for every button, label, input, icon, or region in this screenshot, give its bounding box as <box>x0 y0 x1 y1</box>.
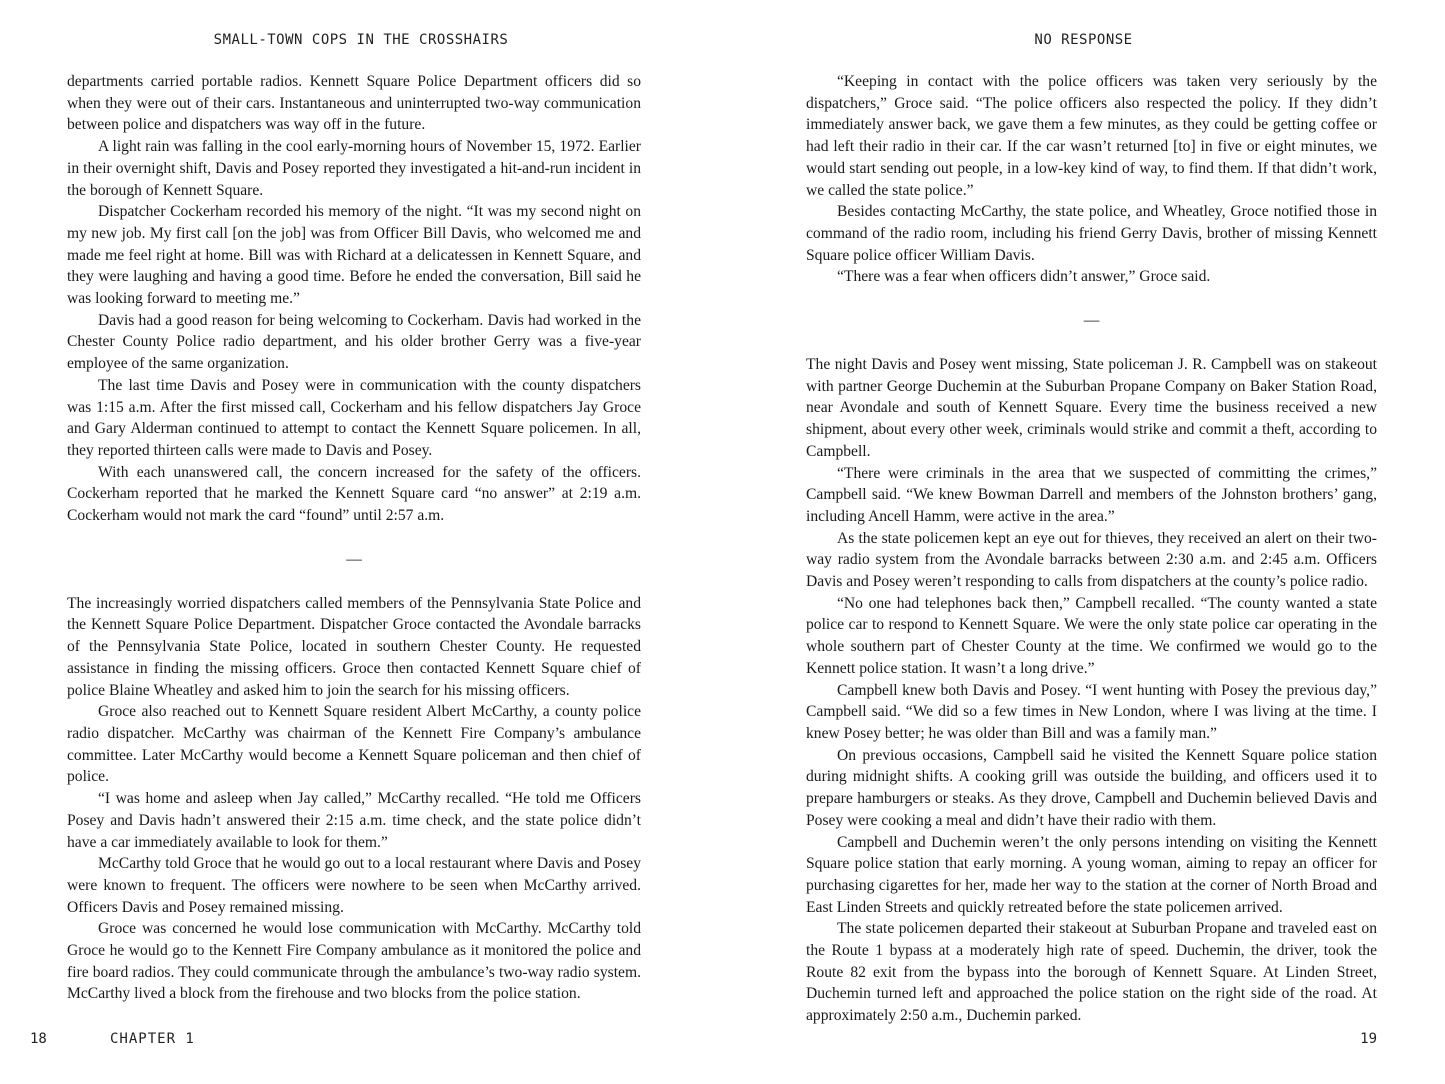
paragraph: departments carried portable radios. Kennett Square Police Department officers did so when they were out of their cars. Instantaneous and uninterrupted two-way communication between police and dispatchers was way off in the future. <box>67 73 641 134</box>
paragraph: Groce also reached out to Kennett Square resident Albert McCarthy, a county police radio dispatcher. McCarthy was chairman of the Kennett Fire Company’s ambulance committee. Later McCarthy would become a Kennett Square policeman and then chief of police. <box>67 703 641 786</box>
paragraph: “Keeping in contact with the police officers was taken very seriously by the dispatchers,” Groce said. “The police officers also respected the policy. If they didn’t immediately answer back, we gave them a few minutes, as they could be getting coffee or had left their radio in their car. If the car wasn’t returned [to] in five or eight minutes, we would start sending out people, in a low-key kind of way, to find them. If that didn’t work, we called the state police.” <box>806 73 1377 199</box>
right-page-body <box>806 71 1377 1027</box>
paragraph: With each unanswered call, the concern increased for the safety of the officers. Cockerham reported that he marked the Kennett Square card “no answer” at 2:19 a.m. Cockerham would not mark the card “found” until 2:57 a.m. <box>67 463 641 525</box>
section-break: — <box>1083 312 1100 330</box>
paragraph: Campbell knew both Davis and Posey. “I went hunting with Posey the previous day,” Campbell said. “We did so a few times in New London, where I was living at the time. I knew Posey better; he was older than Bill and was a family man.” <box>806 681 1377 742</box>
paragraph: The night Davis and Posey went missing, State policeman J. R. Campbell was on stakeout with partner George Duchemin at the Suburban Propane Company on Baker Station Road, near Avondale and south of Kennett Square. Every time the business received a new shipment, about every other week, criminals would strike and commit a theft, according to Campbell. <box>806 356 1377 460</box>
paragraph: The last time Davis and Posey were in communication with the county dispatchers was 1:15 a.m. After the first missed call, Cockerham and his fellow dispatchers Jay Groce and Gary Alderman continued to attempt to contact the Kennett Square policemen. In all, they reported thirteen calls were made to Davis and Posey. <box>67 376 641 459</box>
page-number-left: 18 <box>30 1031 47 1047</box>
paragraph: “There was a fear when officers didn’t answer,” Groce said. <box>837 268 1211 286</box>
paragraph: “I was home and asleep when Jay called,” McCarthy recalled. “He told me Officers Posey and Davis hadn’t answered their 2:15 a.m. time check, and the state police didn’t have a car immediately available to look for them.” <box>67 790 641 851</box>
left-page <box>0 0 722 1084</box>
paragraph: As the state policemen kept an eye out for thieves, they received an alert on their two-way radio system from the Avondale barracks between 2:30 a.m. and 2:45 a.m. Officers Davis and Posey weren’t responding to calls from dispatchers at the county’s police radio. <box>806 529 1377 591</box>
paragraph: Dispatcher Cockerham recorded his memory of the night. “It was my second night on my new job. My first call [on the job] was from Officer Bill Davis, who welcomed me and made me feel right at home. Bill was with Richard at a delicatessen in Kennett Square, and they were laughing and having a good time. Before he ended the conversation, Bill said he was looking forward to meeting me.” <box>67 203 641 308</box>
paragraph: Davis had a good reason for being welcoming to Cockerham. Davis had worked in the Chester County Police radio department, and his older brother Gerry was a five-year employee of the same organization. <box>67 311 641 373</box>
section-break: — <box>346 550 362 568</box>
running-header-right: NO RESPONSE <box>1034 32 1133 48</box>
paragraph: The increasingly worried dispatchers called members of the Pennsylvania State Police and the Kennett Square Police Department. Dispatcher Groce contacted the Avondale barracks of the Pennsylvania State Police, located in southern Chester County. He requested assistance in finding the missing officers. Groce then contacted Kennett Square chief of police Blaine Wheatley and asked him to join the search for his missing officers. <box>67 594 641 699</box>
paragraph: “There were criminals in the area that we suspected of committing the crimes,” Campbell said. “We knew Bowman Darrell and members of the Johnston brothers’ gang, including Ancell Hamm, were active in the area.” <box>806 464 1377 525</box>
paragraph: Groce was concerned he would lose communication with McCarthy. McCarthy told Groce he would go to the Kennett Fire Company ambulance as it monitored the police and fire board radios. They could communicate through the ambulance’s two-way radio system. McCarthy lived a block from the firehouse and two blocks from the police station. <box>67 920 641 1003</box>
chapter-label: CHAPTER 1 <box>110 1031 195 1047</box>
left-page-body <box>67 71 641 1005</box>
paragraph: McCarthy told Groce that he would go out to a local restaurant where Davis and Posey were known to frequent. The officers were nowhere to be seen when McCarthy arrived. Officers Davis and Posey remained missing. <box>67 855 641 916</box>
paragraph: The state policemen departed their stakeout at Suburban Propane and traveled east on the Route 1 bypass at a moderately high rate of speed. Duchemin, the driver, took the Route 82 exit from the bypass into the borough of Kennett Square. At Linden Street, Duchemin turned left and approached the police station on the right side of the road. At approximately 2:50 a.m., Duchemin parked. <box>806 920 1377 1025</box>
paragraph: On previous occasions, Campbell said he visited the Kennett Square police station during midnight shifts. A cooking grill was outside the building, and officers used it to prepare hamburgers or steaks. As they drove, Campbell and Duchemin believed Davis and Posey were cooking a meal and didn’t have their radio with them. <box>806 746 1377 829</box>
paragraph: Besides contacting McCarthy, the state police, and Wheatley, Groce notified those in command of the radio room, including his friend Gerry Davis, brother of missing Kennett Square police officer William Davis. <box>806 203 1377 264</box>
paragraph: Campbell and Duchemin weren’t the only persons intending on visiting the Kennett Square police station that early morning. A young woman, aiming to repay an officer for purchasing cigarettes for her, made her way to the station at the corner of North Broad and East Linden Streets and quickly retreated before the state policemen arrived. <box>806 833 1377 916</box>
paragraph: A light rain was falling in the cool early-morning hours of November 15, 1972. Earlier in their overnight shift, Davis and Posey reported they investigated a hit-and-run incident in the borough of Kennett Square. <box>67 138 641 199</box>
running-header-left: SMALL-TOWN COPS IN THE CROSSHAIRS <box>213 32 509 48</box>
right-page <box>722 0 1445 1084</box>
page-number-right: 19 <box>1360 1031 1377 1047</box>
paragraph: “No one had telephones back then,” Campbell recalled. “The county wanted a state police car to respond to Kennett Square. We were the only state police car operating in the whole southern part of Chester County at the time. We confirmed we would go to the Kennett police station. It wasn’t a long drive.” <box>806 594 1377 677</box>
